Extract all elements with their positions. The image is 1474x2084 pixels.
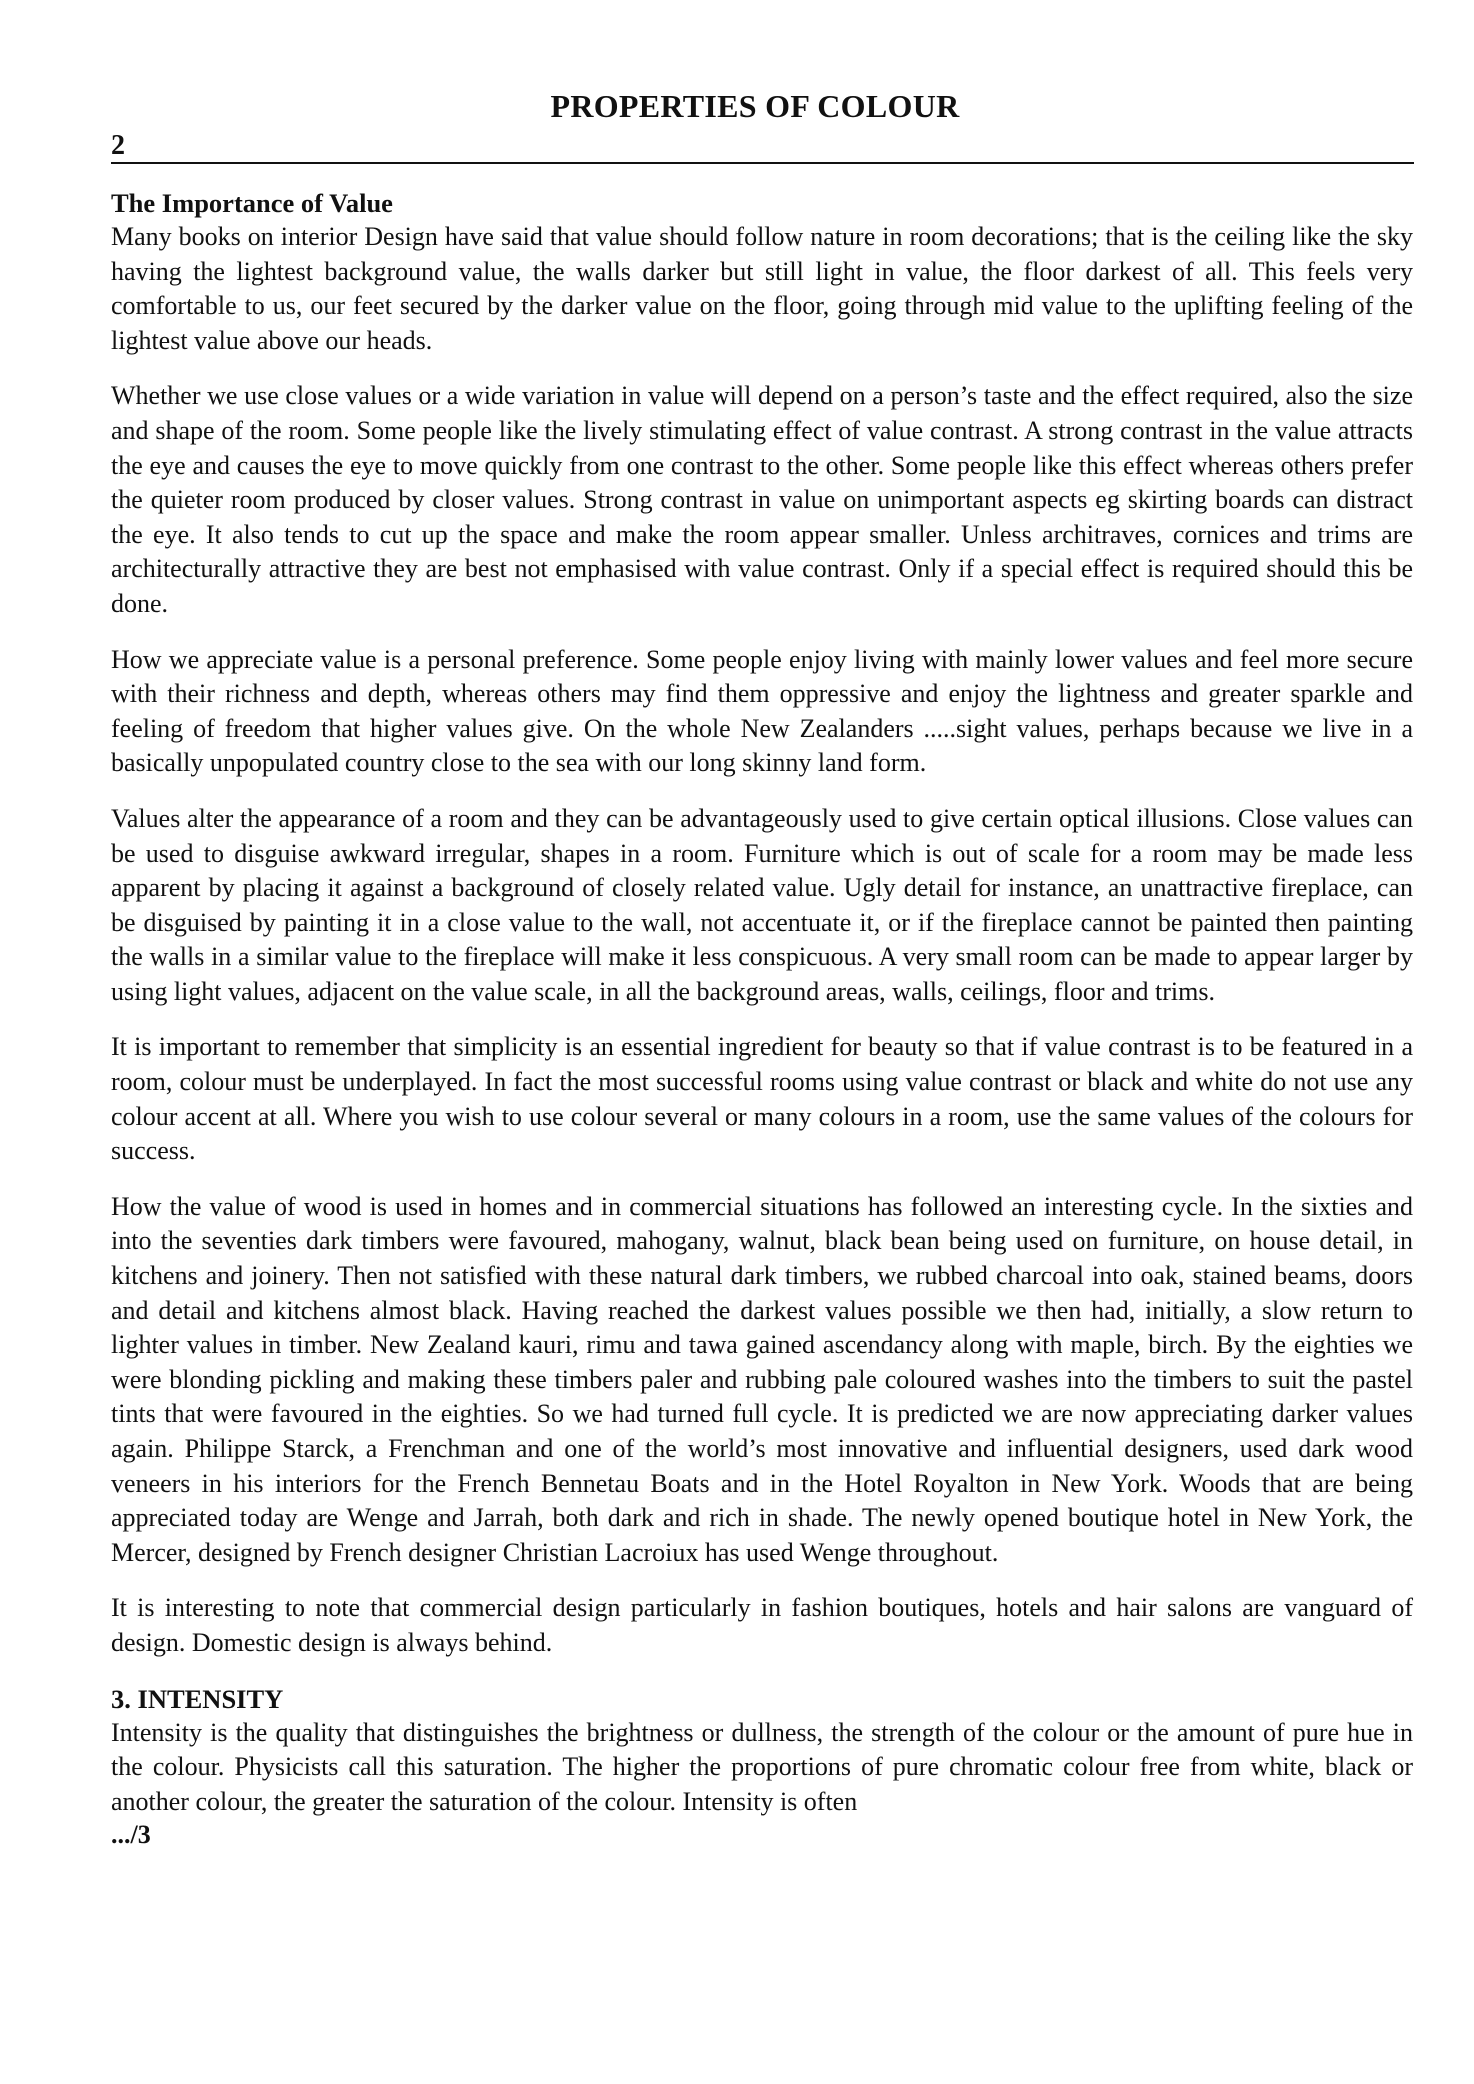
body-text: [111, 186, 1413, 1851]
page-number: 2: [111, 130, 125, 161]
paragraph: Values alter the appearance of a room and they can be advantageously used to give certain optical illusions. Close values can be used to disguise awkward irregular, shapes in a room. Furniture which is out of scale for a room may be made less apparent by placing it against a background of closely related value. Ugly detail for instance, an unattractive fireplace, can be disguised by painting it in a close value to the wall, not accentuate it, or if the fireplace cannot be painted then painting the walls in a similar value to the fireplace will make it less conspicuous. A very small room can be made to appear larger by using light values, adjacent on the value scale, in all the background areas, walls, ceilings, floor and trims.: [111, 803, 1413, 1006]
running-title: PROPERTIES OF COLOUR: [550, 88, 960, 124]
paragraph: Intensity is the quality that distinguishes the brightness or dullness, the strength of the colour or the amount of pure hue in the colour. Physicists call this saturation. The higher the proportions of pure chromatic colour free from white, black or another colour, the greater the saturation of the colour. Intensity is often: [111, 1717, 1413, 1816]
section-heading-intensity: 3. INTENSITY: [111, 1683, 284, 1714]
section-heading-value: The Importance of Value: [111, 188, 393, 218]
continued-marker: .../3: [111, 1820, 151, 1850]
paragraph: Whether we use close values or a wide variation in value will depend on a person’s taste and the effect required, also the size and shape of the room. Some people like the lively stimulating effect of value contrast. A strong contrast in the value attracts the eye and causes the eye to move quickly from one contrast to the other. Some people like this effect whereas others prefer the quieter room produced by closer values. Strong contrast in value on unimportant aspects eg skirting boards can distract the eye. It also tends to cut up the space and make the room appear smaller. Unless architraves, cornices and trims are architecturally attractive they are best not emphasised with value contrast. Only if a special effect is required should this be done.: [111, 381, 1413, 618]
paragraph: How we appreciate value is a personal preference. Some people enjoy living with mainly lower values and feel more secure with their richness and depth, whereas others may find them oppressive and enjoy the lightness and greater sparkle and feeling of freedom that higher values give. On the whole New Zealanders .....sight values, perhaps because we live in a basically unpopulated country close to the sea with our long skinny land form.: [111, 644, 1413, 778]
paragraph: How the value of wood is used in homes and in commercial situations has followed an interesting cycle. In the sixties and into the seventies dark timbers were favoured, mahogany, walnut, black bean being used on furniture, on house detail, in kitchens and joinery. Then not satisfied with these natural dark timbers, we rubbed charcoal into oak, stained beams, doors and detail and kitchens almost black. Having reached the darkest values possible we then had, initially, a slow return to lighter values in timber. New Zealand kauri, rimu and tawa gained ascendancy along with maple, birch. By the eighties we were blonding pickling and making these timbers paler and rubbing pale coloured washes into the timbers to suit the pastel tints that were favoured in the eighties. So we had turned full cycle. It is predicted we are now appreciating darker values again. Philippe Starck, a Frenchman and one of the world’s most innovative and influential designers, used dark wood veneers in his interiors for the French Bennetau Boats and in the Hotel Royalton in New York. Woods that are being appreciated today are Wenge and Jarrah, both dark and rich in shade. The newly opened boutique hotel in New York, the Mercer, designed by French designer Christian Lacroiux has used Wenge throughout.: [111, 1191, 1413, 1567]
paragraph: Many books on interior Design have said that value should follow nature in room decorations; that is the ceiling like the sky having the lightest background value, the walls darker but still light in value, the floor darkest of all. This feels very comfortable to us, our feet secured by the darker value on the floor, going through mid value to the uplifting feeling of the lightest value above our heads.: [111, 222, 1413, 355]
paragraph: It is important to remember that simplicity is an essential ingredient for beauty so that if value contrast is to be featured in a room, colour must be underplayed. In fact the most successful rooms using value contrast or black and white do not use any colour accent at all. Where you wish to use colour several or many colours in a room, use the same values of the colours for success.: [111, 1032, 1413, 1166]
header-rule: [111, 162, 1414, 164]
paragraph: It is interesting to note that commercial design particularly in fashion boutiques, hotels and hair salons are vanguard of design. Domestic design is always behind.: [111, 1593, 1413, 1657]
